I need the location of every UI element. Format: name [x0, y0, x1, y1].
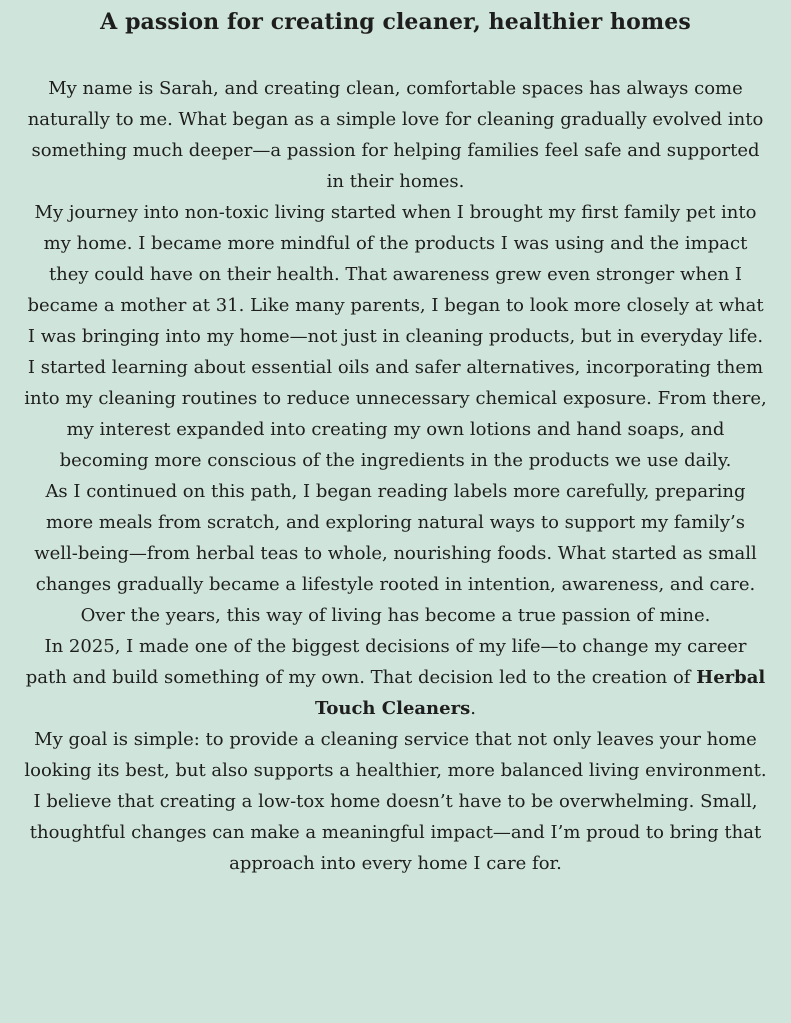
- passion-paragraph: Over the years, this way of living has become a true passion of mine.: [80, 605, 711, 626]
- business-creation-period: .: [470, 698, 476, 719]
- business-creation-paragraph: [22, 631, 769, 724]
- business-creation-text: In 2025, I made one of the biggest decisions of my life—to change my career path and build something of my own. That decision led to the creation of: [25, 636, 747, 688]
- business-name: Herbal Touch Cleaners: [315, 667, 766, 719]
- lifestyle-paragraph: As I continued on this path, I began reading labels more carefully, preparing more meals from scratch, and exploring natural ways to support my family’s well-being—from herbal teas to whole, nourishing foods. What started as small changes gradually became a lifestyle rooted in intention, awareness, and care.: [34, 481, 757, 595]
- essential-oils-paragraph: I started learning about essential oils and safer alternatives, incorporating them into my cleaning routines to reduce unnecessary chemical exposure. From there, my interest expanded into creating my own lotions and hand soaps, and becoming more conscious of the ingredients in the products we use daily.: [24, 357, 767, 471]
- intro-paragraph: My name is Sarah, and creating clean, comfortable spaces has always come naturally to me. What began as a simple love for cleaning gradually evolved into something much deeper—a passion for helping families feel safe and supported in their homes.: [27, 78, 764, 192]
- belief-paragraph: I believe that creating a low-tox home doesn’t have to be overwhelming. Small, thoughtful changes can make a meaningful impact—and I’m proud to bring that approach into every home I care for.: [29, 791, 762, 874]
- about-text: [22, 73, 769, 879]
- goal-paragraph: My goal is simple: to provide a cleaning service that not only leaves your home looking its best, but also supports a healthier, more balanced living environment.: [24, 729, 767, 781]
- journey-paragraph: My journey into non-toxic living started when I brought my first family pet into my home. I became more mindful of the products I was using and the impact they could have on their health. That awareness grew even stronger when I became a mother at 31. Like many parents, I began to look more closely at what I was bringing into my home—not just in cleaning products, but in everyday life.: [27, 202, 764, 347]
- page-title: A passion for creating cleaner, healthier homes: [100, 9, 691, 35]
